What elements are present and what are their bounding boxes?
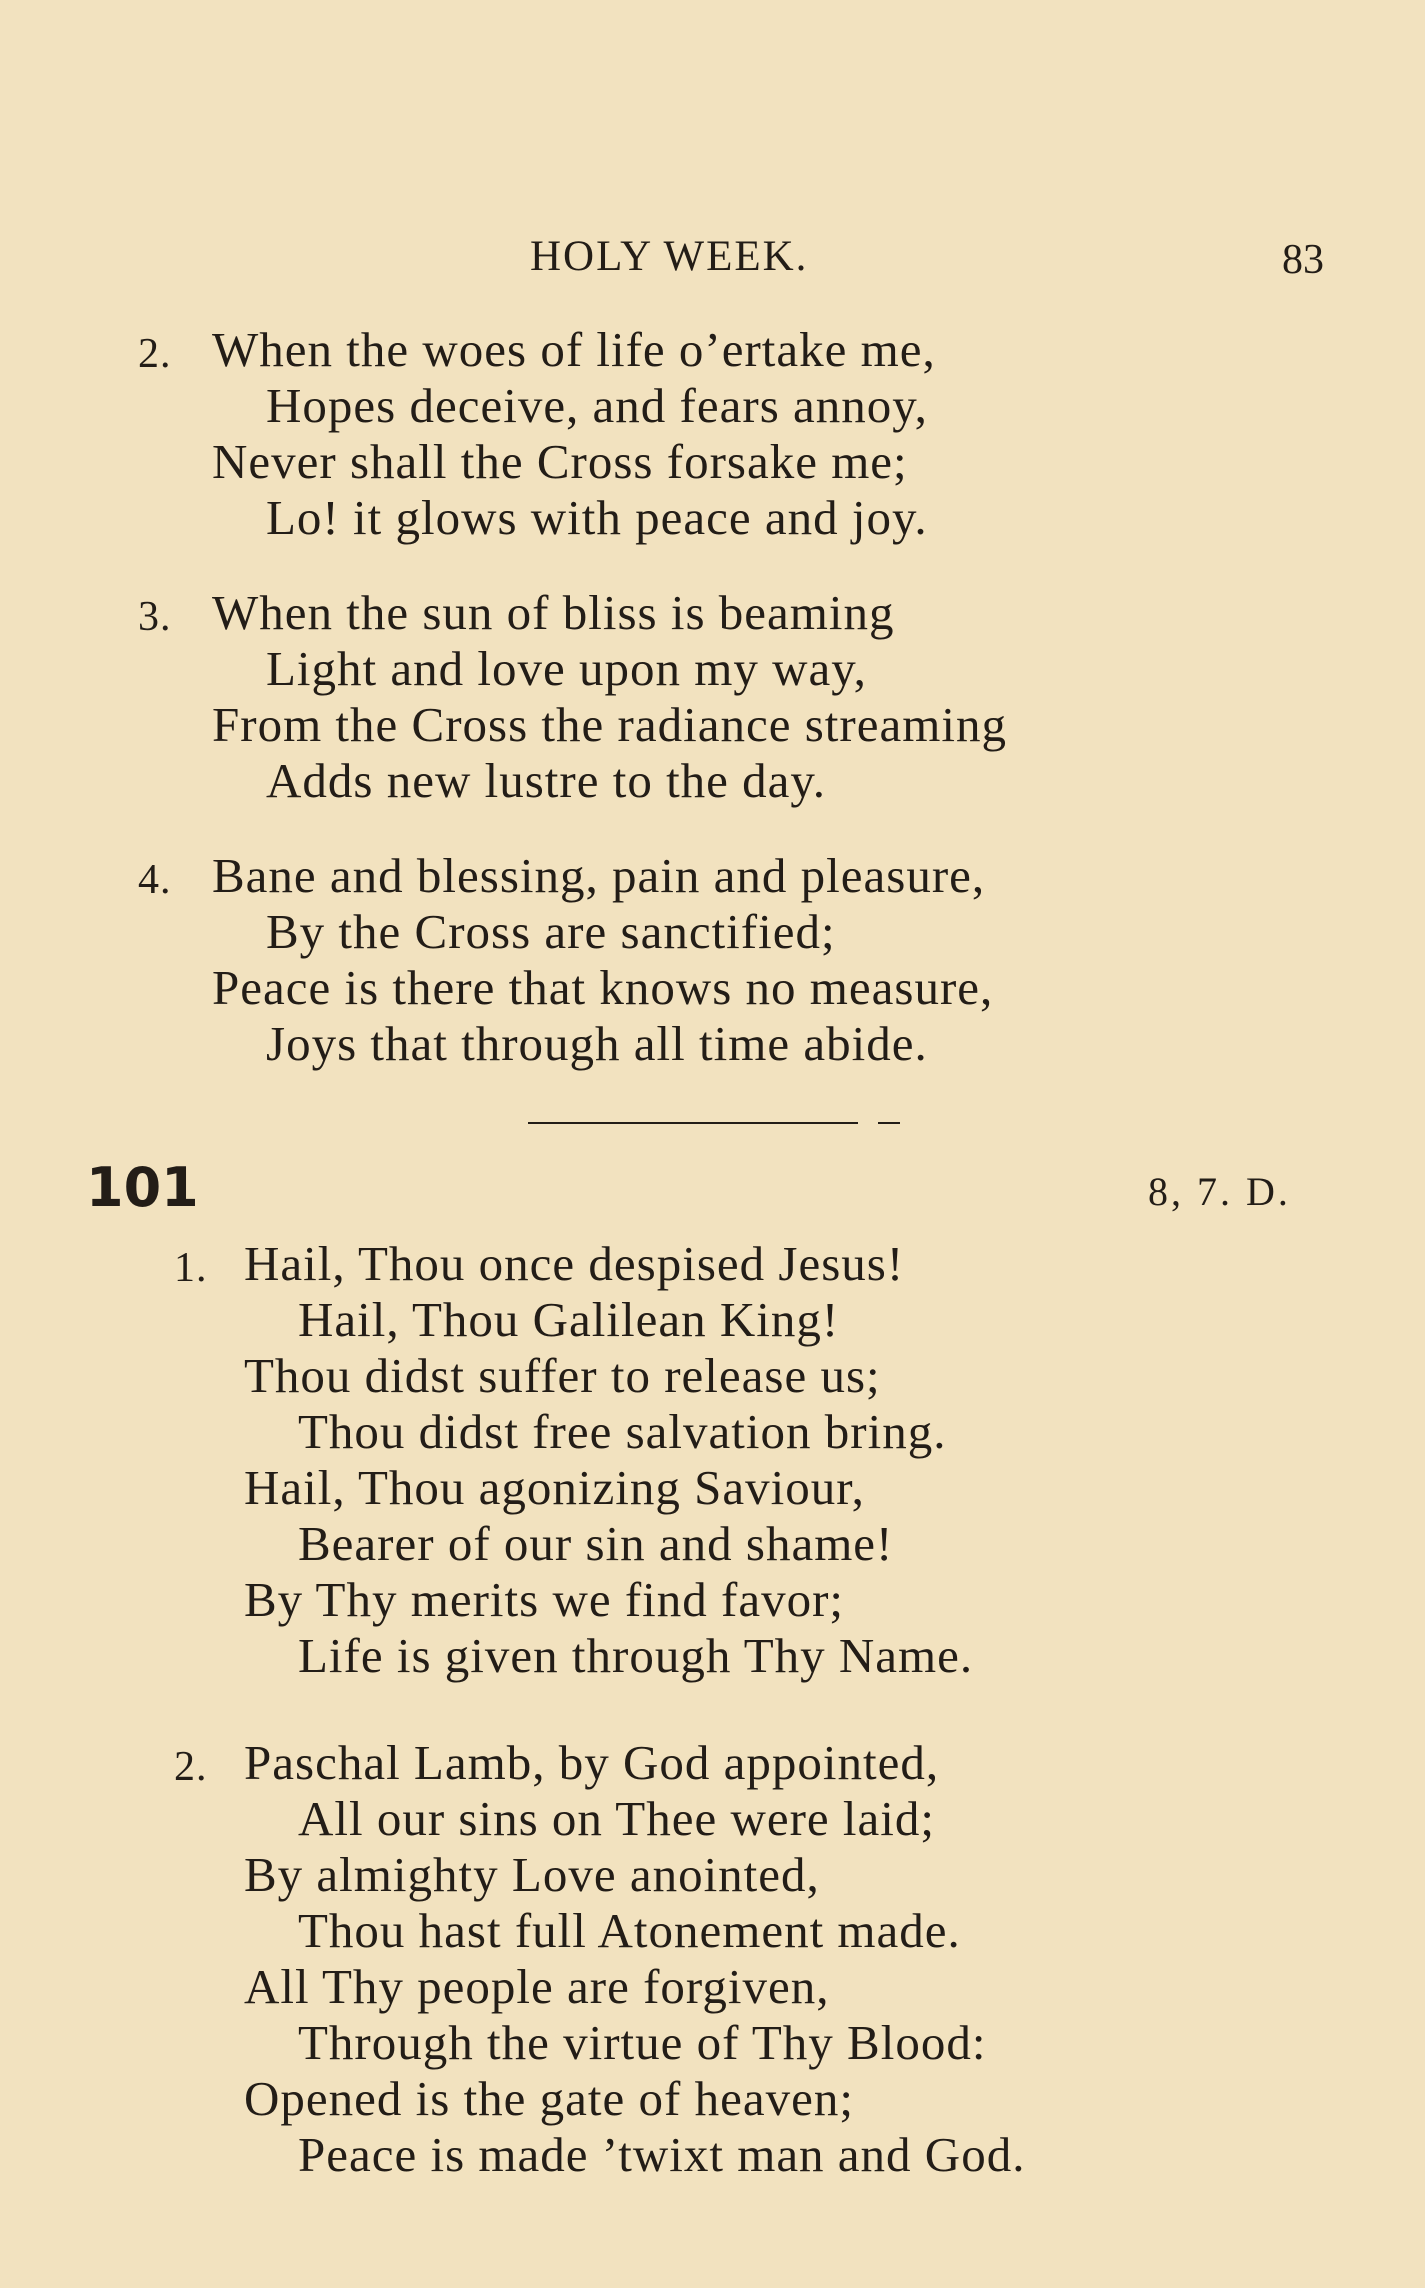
verse-line: All our sins on Thee were laid;	[298, 1791, 936, 1846]
stanza-prev-2	[138, 322, 936, 546]
verse-line: When the woes of life o’ertake me,	[212, 322, 936, 377]
running-head: HOLY WEEK.	[530, 233, 809, 280]
verse-line: By almighty Love anointed,	[244, 1847, 820, 1902]
verse-line: Hopes deceive, and fears annoy,	[266, 378, 928, 433]
section-divider-tick	[878, 1122, 900, 1124]
page-number: 83	[1282, 237, 1324, 283]
verse-line: Peace is made ’twixt man and God.	[298, 2127, 1026, 2182]
hymn-meter: 8, 7. D.	[1148, 1169, 1291, 1214]
stanza-2	[174, 1735, 1025, 2183]
section-divider	[528, 1122, 858, 1124]
verse-line: Light and love upon my way,	[266, 641, 867, 696]
verse-line: Thou hast full Atonement made.	[298, 1903, 961, 1958]
stanza-number: 2.	[138, 331, 172, 377]
verse-line: Hail, Thou Galilean King!	[298, 1292, 840, 1347]
verse-line: Thou didst free salvation bring.	[298, 1404, 947, 1459]
verse-line: Hail, Thou agonizing Saviour,	[244, 1460, 865, 1515]
hymn-number: 101	[86, 1156, 199, 1219]
stanza-number: 2.	[174, 1744, 208, 1790]
verse-line: When the sun of bliss is beaming	[212, 585, 895, 640]
verse-line: Never shall the Cross forsake me;	[212, 434, 908, 489]
verse-line: Thou didst suffer to release us;	[244, 1348, 881, 1403]
verse-line: From the Cross the radiance streaming	[212, 697, 1007, 752]
stanza-number: 1.	[174, 1245, 208, 1291]
verse-line: Hail, Thou once despised Jesus!	[244, 1236, 905, 1291]
stanza-prev-3	[138, 585, 1007, 809]
stanza-number: 4.	[138, 857, 172, 903]
verse-line: Adds new lustre to the day.	[266, 753, 826, 808]
verse-line: Bane and blessing, pain and pleasure,	[212, 848, 986, 903]
stanza-1	[174, 1236, 973, 1684]
verse-line: Through the virtue of Thy Blood:	[298, 2015, 987, 2070]
verse-line: Peace is there that knows no measure,	[212, 960, 994, 1015]
verse-line: Life is given through Thy Name.	[298, 1628, 974, 1683]
verse-line: Bearer of our sin and shame!	[298, 1516, 894, 1571]
verse-line: Paschal Lamb, by God appointed,	[244, 1735, 940, 1790]
verse-line: All Thy people are forgiven,	[244, 1959, 830, 2014]
stanza-prev-4	[138, 848, 993, 1072]
verse-line: By Thy merits we find favor;	[244, 1572, 845, 1627]
verse-line: Lo! it glows with peace and joy.	[266, 490, 928, 545]
verse-line: Opened is the gate of heaven;	[244, 2071, 854, 2126]
verse-line: Joys that through all time abide.	[266, 1016, 928, 1071]
stanza-number: 3.	[138, 594, 172, 640]
verse-line: By the Cross are sanctified;	[266, 904, 836, 959]
